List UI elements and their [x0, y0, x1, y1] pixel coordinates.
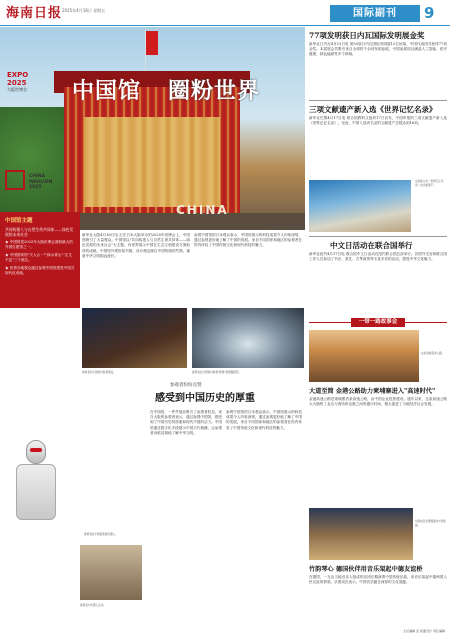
orchestra-photo [309, 508, 413, 560]
article-inventions-title: 77项发明获日内瓦国际发明展金奖 [309, 31, 425, 40]
exhibit-photo-caption: 参观者在中国馆内参观展品。 [82, 371, 116, 374]
pavilion-seal-icon [5, 170, 25, 190]
robot-body [16, 464, 56, 520]
theme-sidebar-title: 中国馆主题 [5, 218, 33, 224]
article-inventions-text: 新华社日内瓦4月13日电 第50届日内瓦国际发明展12日闭幕，中国代表团共获得77项金奖。本届展会共吸引来自全球的千余项发明参展，中国参展项目涵盖人工智能、医疗健康、绿色能源等多个领域。 [309, 42, 447, 57]
theme-sidebar-subtitle: 共同构建人与自然生命共同体——绿色发展的未来社会 [5, 227, 74, 237]
probe-model-photo-caption: 参观者在中国馆内参观"嫦娥"探测器模型。 [192, 371, 242, 374]
orchestra-photo-caption: 乐团成员在德国演出中国乐曲。 [415, 520, 447, 527]
divider [309, 236, 447, 237]
article-orchestra-title: 竹韵琴心 德国伙伴用音乐架起中德友谊桥 [309, 566, 423, 573]
feature-kicker: 参观者纷纷点赞 [170, 383, 202, 388]
robot-head [26, 440, 46, 464]
expo-logo-line3: 大阪世博会 [7, 87, 27, 92]
pavilion-logo-line1: CHINA [29, 174, 45, 179]
sub-photos [80, 308, 305, 376]
divider [309, 100, 447, 101]
probe-model-photo [192, 308, 304, 368]
pavilion-logo-line2: PAVILION 2025 [29, 180, 53, 190]
masthead [0, 0, 450, 26]
feature-text-col1: 在中国馆，一件件展品吸引了参观者驻足。来自大阪的参观者表示，通过参观中国馆，感受到了中国历史的厚重和现代中国的活力。中国馆通过数字化手段展示中国古代典籍，让参观者身临其境地了解中华文明。 [150, 410, 222, 435]
robot-interaction-photo [80, 545, 142, 600]
theme-sidebar-item: ★ 世界各地观众通过参观中国馆感受中国式现代化成就。 [5, 266, 75, 275]
section-title: 国际副刊 [330, 5, 420, 22]
article-chinese-day-title: 中文日活动在联合国举行 [330, 241, 413, 250]
page-footer: 主任编辑 张 版面设计 责任编辑 [403, 629, 445, 633]
theme-sidebar [0, 212, 80, 308]
article-memory-register-text: 新华社巴黎4月17日电 联合国教科文组织17日宣布，中国申报的三项文献遗产新入选《世界记忆名录》。至此，中国入选该名录的文献遗产总数达到16项。 [309, 116, 447, 126]
robot-photo-caption: 参观者在中国馆观看机器人。 [84, 533, 118, 536]
feature-headline: 感受到中国历史的厚重 [155, 393, 255, 404]
exhibit-photo [82, 308, 187, 368]
flag-icon [146, 31, 158, 55]
theme-sidebar-item: ★ 中国国家馆"天人合一""绿水青山""生生不息"三个展区。 [5, 253, 72, 262]
china-sign: CHINA [176, 203, 229, 217]
headline-fans-worldwide: 圈粉世界 [168, 78, 261, 104]
article-expressway-title: 大道至简 金港公路助力柬埔寨进入"高速时代" [309, 388, 436, 395]
robot-interaction-caption: 参观者与机器人互动。 [80, 604, 106, 607]
banner-label: 一带一路故事会 [351, 318, 405, 327]
newspaper-logo: 海南日报 [6, 6, 63, 21]
robot-eye [30, 448, 42, 452]
expressway-photo-caption: 这是金港高速公路。 [421, 352, 445, 355]
robot-photo [6, 440, 66, 520]
theme-sidebar-item: ★ 中国馆是2025年大阪世博会面积最大的外国自建馆之一。 [5, 240, 73, 249]
expo-logo-line2: 2025 [7, 79, 27, 87]
china-pavilion-logo [5, 170, 65, 212]
belt-road-banner [309, 318, 447, 327]
article-chinese-day-text: 新华社纽约4月17日电 联合国中文日活动在纽约联合国总部举行。各国外交官和联合国工作人员参加了书法、茶艺、古琴演奏等丰富多彩的活动，感受中华文化魅力。 [309, 252, 447, 262]
article-memory-register-title: 三项文献遗产新入选《世界记忆名录》 [309, 105, 437, 114]
manuscript-photo-caption: 这是新入选《世界记忆名录》的文献遗产。 [415, 180, 444, 187]
headline-china-pavilion: 中国馆 [72, 78, 142, 104]
feature-text-col2: 参观中国馆的日本观众表示，中国馆展示的科技成果令人印象深刻，通过参观更好地了解了中国的发展。来自不同国家和地区的参观者在馆内体验了中国传统文化和现代科技的魅力。 [226, 410, 302, 430]
masthead-rule [0, 25, 450, 26]
issue-date: 2025年4月18日 星期五 [62, 8, 106, 13]
expressway-photo [309, 330, 419, 382]
lead-photo-caption: 观众在大阪世博会中国馆前拍照留影。 [262, 226, 305, 229]
lead-article-col1: 新华社大阪4月16日电 正在日本大阪举办的2025年世博会上，中国馆吸引了大量观众。中国馆以"共同构建人与自然生命共同体——绿色发展的未来社会"为主题，向世界展示中国在生态文明建设方面取得的成就。中国馆外观形似书简，设计理念源自中国传统的竹简，寓意中华文明源远流长。 [82, 233, 190, 258]
article-expressway-text: 金港高速公路是柬埔寨首条高速公路，由中国企业投资建设。通车以来，这条高速公路大大缩短了金边与西哈努克港之间的通行时间，极大促进了当地经济社会发展。 [309, 397, 447, 407]
lead-article-col2: 参观中国馆的日本观众表示，中国馆展示的科技成果令人印象深刻，通过参观更好地了解了中国的发展。来自不同国家和地区的参观者在馆内体验了中国传统文化和现代科技的魅力。 [194, 233, 302, 248]
pavilion-facade [84, 117, 220, 207]
article-orchestra-text: 在德国，一支由当地音乐人组成的乐团长期演奏中国传统乐曲，用音乐架起中德两国人民友谊的桥梁。乐团成员表示，中国音乐蕴含深厚的文化底蕴。 [309, 575, 447, 585]
manuscript-photo [309, 180, 411, 232]
expo-logo [7, 71, 57, 93]
expo-logo-line1: EXPO [7, 71, 29, 79]
page-number: 9 [424, 4, 435, 22]
